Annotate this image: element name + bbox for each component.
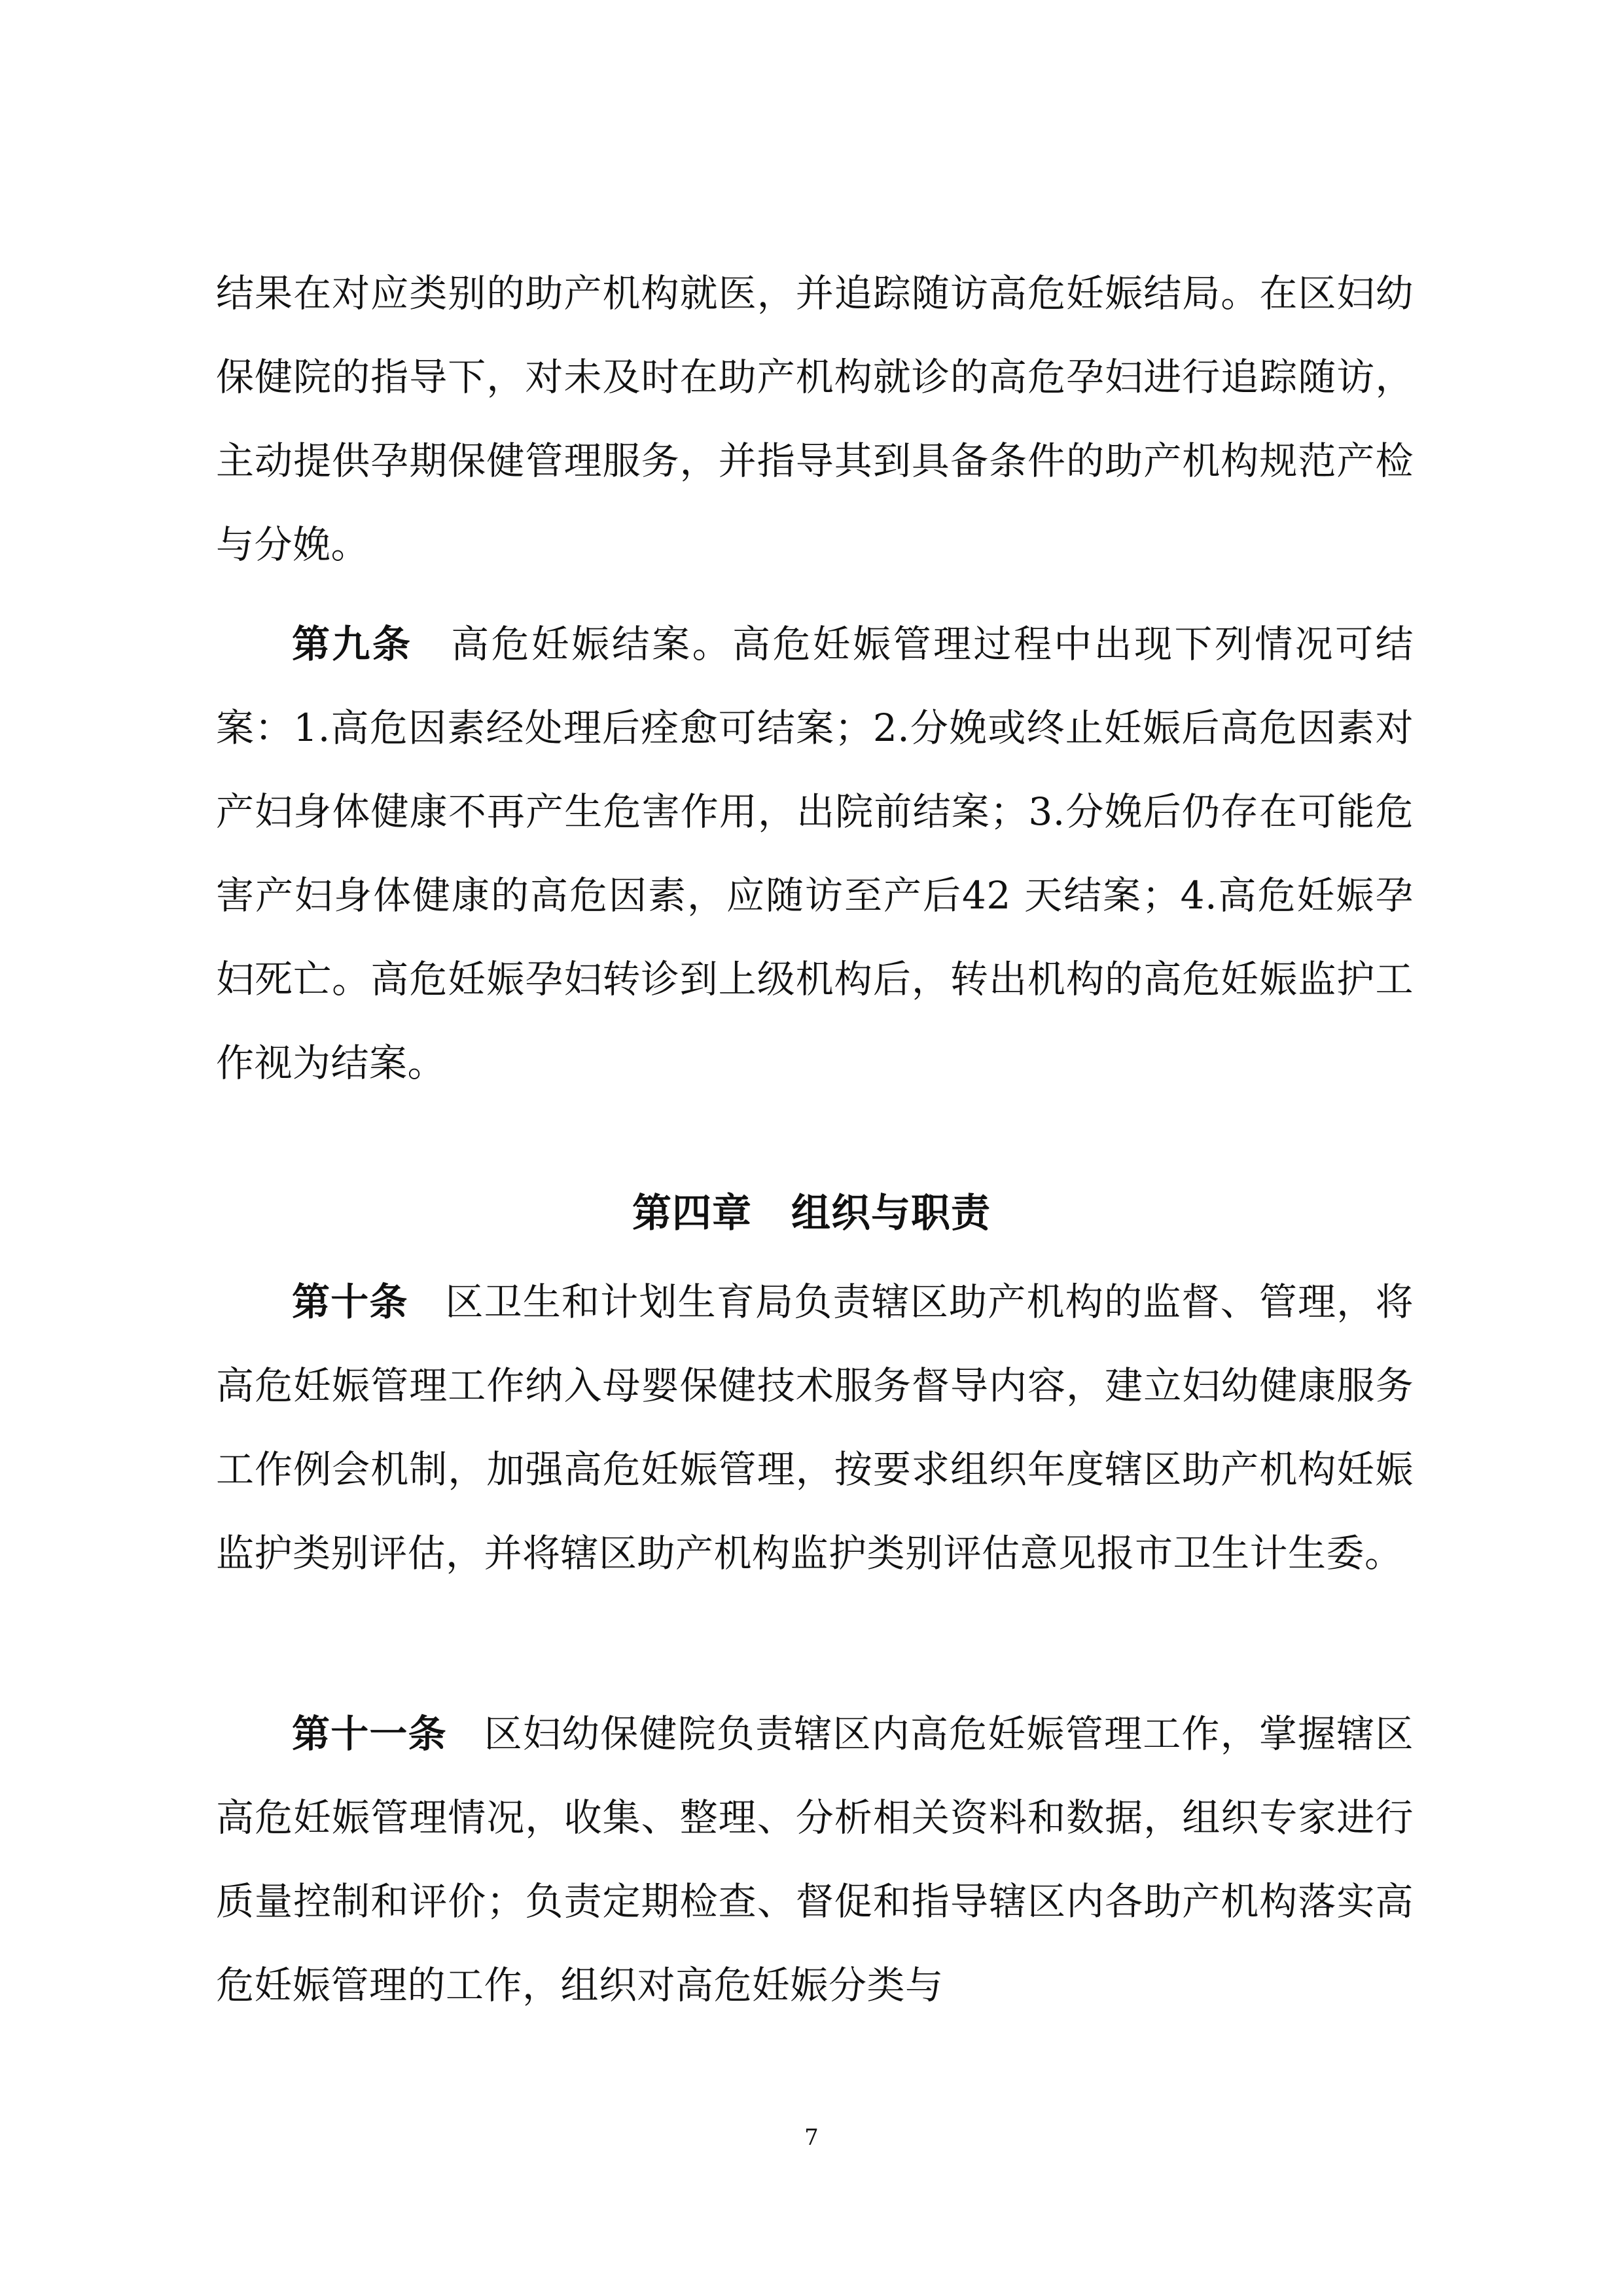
paragraph-continuation [216,251,1414,586]
article-9 [216,602,1414,1105]
chapter-number: 第四章 [632,1191,752,1236]
article-11-text: 区妇幼保健院负责辖区内高危妊娠管理工作，掌握辖区高危妊娠管理情况，收集、整理、分析相关资料和数据，组织专家进行质量控制和评价；负责定期检查、督促和指导辖区内各助产机构落实高危妊娠管理的工作，组织对高危妊娠分类与 [216,1712,1414,2007]
article-10-paragraph [216,1260,1414,1595]
article-11-label: 第十一条 [292,1712,447,1756]
article-10-label: 第十条 [292,1280,408,1324]
article-10 [216,1260,1414,1595]
article-9-paragraph [216,602,1414,1105]
article-11 [216,1692,1414,2027]
paragraph-text: 结果在对应类别的助产机构就医，并追踪随访高危妊娠结局。在区妇幼保健院的指导下，对未及时在助产机构就诊的高危孕妇进行追踪随访，主动提供孕期保健管理服务，并指导其到具备条件的助产机构规范产检与分娩。 [216,271,1414,567]
article-11-paragraph [216,1692,1414,2027]
chapter-heading [0,1172,1623,1255]
article-9-label: 第九条 [292,622,413,666]
page-number: 7 [804,2125,819,2151]
article-9-text: 高危妊娠结案。高危妊娠管理过程中出现下列情况可结案：1.高危因素经处理后痊愈可结案；2.分娩或终止妊娠后高危因素对产妇身体健康不再产生危害作用，出院前结案；3.分娩后仍存在可能危害产妇身体健康的高危因素，应随访至产后42 天结案；4.高危妊娠孕妇死亡。高危妊娠孕妇转诊到上级机构后，转出机构的高危妊娠监护工作视为结案。 [216,622,1414,1085]
article-10-text: 区卫生和计划生育局负责辖区助产机构的监督、管理，将高危妊娠管理工作纳入母婴保健技术服务督导内容，建立妇幼健康服务工作例会机制，加强高危妊娠管理，按要求组织年度辖区助产机构妊娠监护类别评估，并将辖区助产机构监护类别评估意见报市卫生计生委。 [216,1280,1414,1575]
chapter-title: 组织与职责 [791,1191,991,1236]
